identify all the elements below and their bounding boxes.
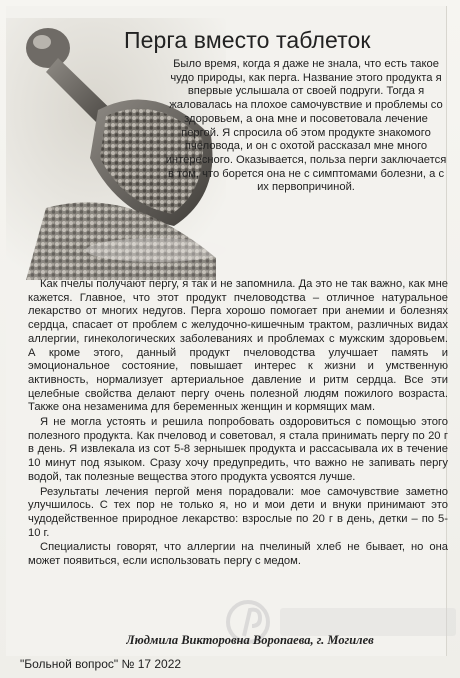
body-paragraph: Как пчелы получают пергу, я так и не запомнила. Да это не так важно, как мне кажется. Главное, что этот продукт пчеловодства – отличное натуральное лекарство от многих недугов. Перга хорошо помогает при анемии и болезнях сердца, спасает от проблем с желудочно-кишечным трактом, различных видах аллергии, гинекологических заболеваниях и проблемах с мужским здоровьем. А кроме этого, данный продукт пчеловодства улучшает память и эмоциональное состояние, повышает интерес к жизни и умственную активность, нормализует артериальное давление и ритм сердца. Все эти целебные свойства делают пергу очень полезной людям пожилого возраста. Также она незаменима для беременных женщин и кормящих мам. xyxy=(28,278,448,414)
article-body xyxy=(28,278,448,569)
body-paragraph: Специалисты говорят, что аллергии на пчелиный хлеб не бывает, но она может появиться, если использовать пергу с медом. xyxy=(28,541,448,568)
body-paragraph: Я не могла устоять и решила попробовать оздоровиться с помощью этого полезного продукта. Как пчеловод и советовал, я стала принимать пергу по 20 г в день. Я извлекала из сот 5-8 зернышек продукта и рассасывала их в течение 10 минут под языком. Сразу хочу предупредить, что важно не запивать пергу водой, так полезные вещества этого продукта усвоятся лучше. xyxy=(28,416,448,483)
publication-source: "Больной вопрос" № 17 2022 xyxy=(20,657,182,671)
body-paragraph: Результаты лечения пергой меня порадовали: мое самочувствие заметно улучшилось. С тех пор не только я, но и мои дети и внуки принимают это чудодейственное природное лекарство: взрослые по 20 г в день, детки – по 5-10 г. xyxy=(28,485,448,539)
article-title: Перга вместо таблеток xyxy=(124,27,371,53)
author-signature: Людмила Викторовна Воропаева, г. Могилев xyxy=(126,633,374,647)
newspaper-clipping xyxy=(6,6,447,656)
intro-paragraph: Было время, когда я даже не знала, что есть такое чудо природы, как перга. Название этого продукта я впервые услышала от своей подруги. Тогда я жаловалась на плохое самочувствие и проблемы со здоровьем, а она мне и посоветовала лечение пергой. Я спросила об этом продукте знакомого пчеловода, и он с охотой рассказал мне много интересного. Оказывается, польза перги заключается в том, что борется она не с симптомами болезни, а с их первопричиной. xyxy=(165,58,447,194)
